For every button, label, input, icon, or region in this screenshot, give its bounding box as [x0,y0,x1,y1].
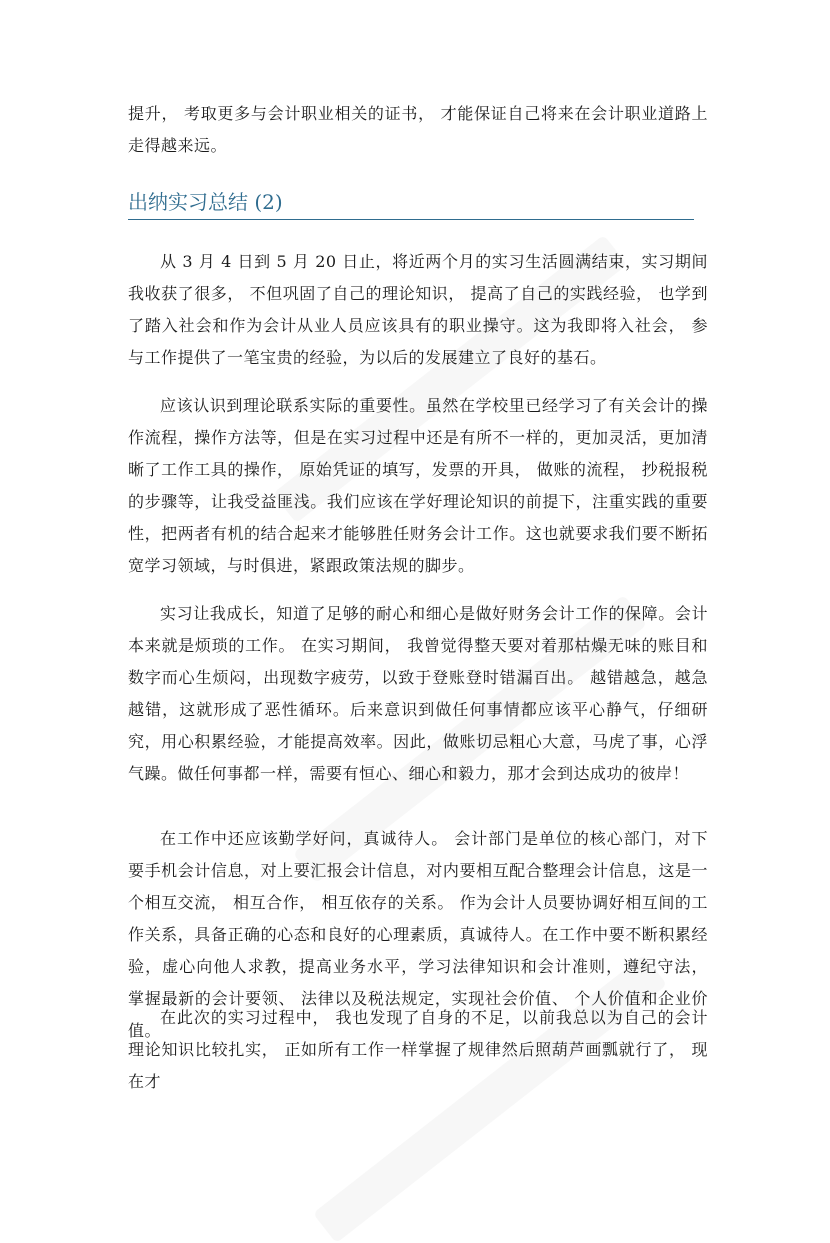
paragraph-1: 从 3 月 4 日到 5 月 20 日止，将近两个月的实习生活圆满结束，实习期间我收获了很多， 不但巩固了自己的理论知识， 提高了自己的实践经验， 也学到了踏入社会和作为会计从业人员应该具有的职业操守。这为我即将入社会， 参与工作提供了一笔宝贵的经验，为以后的发展建立了良好的基石。 [128,252,708,367]
section-title: 出纳实习总结 (2) [128,190,283,214]
top-paragraph-block [128,98,708,162]
paragraph-block-3 [128,598,708,790]
paragraph-4: 在工作中还应该勤学好问，真诚待人。 会计部门是单位的核心部门，对下要手机会计信息，对上要汇报会计信息，对内要相互配合整理会计信息，这是一个相互交流， 相互合作， 相互依存的关系。 作为会计人员要协调好相互间的工作关系，具备正确的心态和良好的心理素质，真诚待人。在工作中要不断积累经验，虚心向他人求教，提高业务水平，学习法律知识和会计准则，遵纪守法， 掌握最新的会计要领、 法律以及税法规定，实现社会价值、 个人价值和企业价值。 [128,829,708,1040]
top-paragraph: 提升， 考取更多与会计职业相关的证书， 才能保证自己将来在会计职业道路上走得越来远。 [128,104,708,155]
paragraph-block-1 [128,246,708,374]
section-header [128,189,694,220]
paragraph-2: 应该认识到理论联系实际的重要性。虽然在学校里已经学习了有关会计的操作流程，操作方法等，但是在实习过程中还是有所不一样的，更加灵活，更加清晰了工作工具的操作， 原始凭证的填写，发票的开具， 做账的流程， 抄税报税的步骤等，让我受益匪浅。我们应该在学好理论知识的前提下，注重实践的重要性，把两者有机的结合起来才能够胜任财务会计工作。这也就要求我们要不断拓宽学习领域，与时俱进，紧跟政策法规的脚步。 [128,396,708,575]
paragraph-block-2 [128,390,708,582]
paragraph-3: 实习让我成长，知道了足够的耐心和细心是做好财务会计工作的保障。会计本来就是烦琐的工作。 在实习期间， 我曾觉得整天要对着那枯燥无味的账目和数字而心生烦闷，出现数字疲劳，以致于登账登时错漏百出。 越错越急，越急越错，这就形成了恶性循环。后来意识到做任何事情都应该平心静气，仔细研究，用心积累经验，才能提高效率。因此，做账切忌粗心大意，马虎了事，心浮气躁。做任何事都一样，需要有恒心、细心和毅力，那才会到达成功的彼岸！ [128,604,708,783]
paragraph-5: 在此次的实习过程中， 我也发现了自身的不足，以前我总以为自己的会计理论知识比较扎实， 正如所有工作一样掌握了规律然后照葫芦画瓢就行了， 现在才 [128,1008,708,1091]
paragraph-block-5 [128,1002,708,1098]
